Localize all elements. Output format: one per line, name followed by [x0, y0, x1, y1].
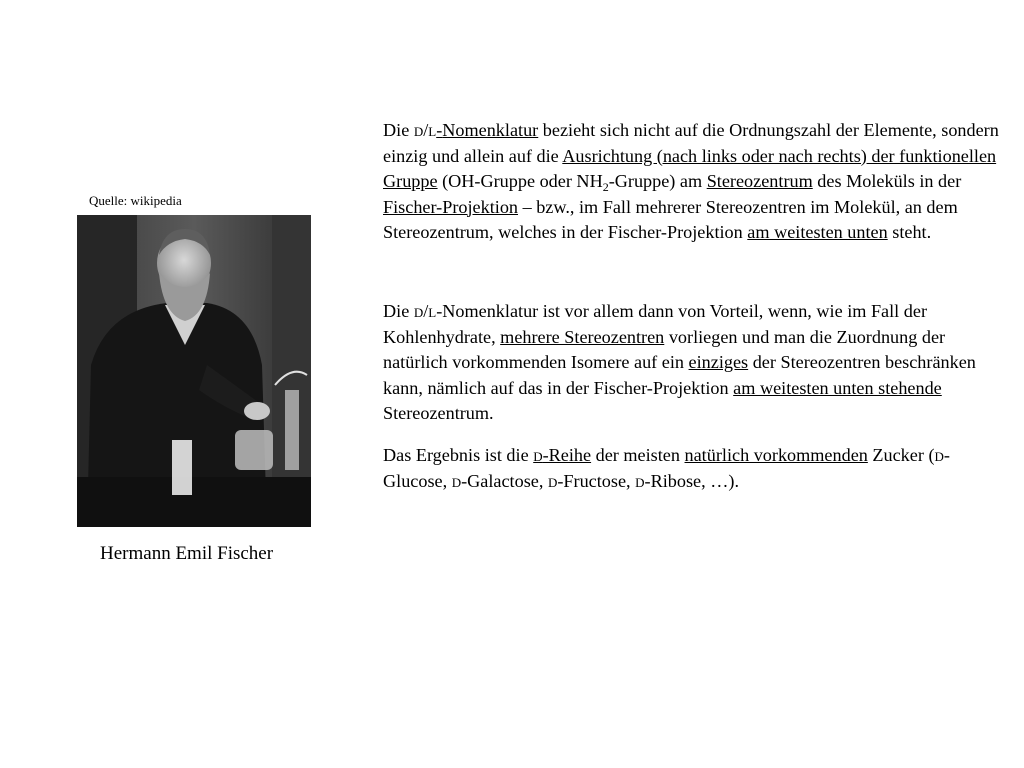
text-segment: -Ribose, …).	[644, 470, 739, 491]
link-single[interactable]: einziges	[688, 352, 749, 372]
text-segment: der Stereozentren beschränken kann, nämlich auf das in der Fischer-Projektion	[383, 352, 976, 398]
text-segment: -Gruppe) am	[608, 171, 707, 191]
text-segment: der meisten	[591, 445, 685, 465]
link-nomenclature[interactable]: -Nomenklatur	[436, 120, 539, 140]
link-stereocenter[interactable]: Stereozentrum	[706, 171, 813, 191]
dl-abbreviation: d/l	[413, 301, 437, 321]
d-prefix: d	[547, 470, 558, 491]
text-segment: – bzw., im Fall mehrerer Stereozentren im Molekül, an dem Stereozentrum, welches in der Fischer-Projektion	[383, 196, 958, 242]
link-d-series[interactable]: d-Reihe	[533, 445, 592, 465]
paragraph-d-series-result	[383, 443, 1003, 494]
paragraph-dl-advantage	[383, 299, 1003, 427]
text-segment: Stereozentrum.	[383, 403, 494, 423]
portrait-photo	[77, 215, 311, 527]
link-lowest-stereocenter[interactable]: am weitesten unten stehende	[733, 377, 942, 398]
source-label: Quelle: wikipedia	[89, 193, 182, 208]
link-fischer-projection[interactable]: Fischer-Projektion	[383, 196, 519, 217]
text-segment: (OH-Gruppe oder NH	[437, 171, 603, 191]
text-segment: steht.	[887, 222, 932, 242]
link-naturally-occurring[interactable]: natürlich vorkommenden	[684, 445, 868, 465]
paragraph-dl-nomenclature-definition	[383, 118, 1003, 246]
dl-abbreviation: d/l	[413, 120, 437, 140]
link-furthest-down[interactable]: am weitesten unten	[747, 222, 888, 242]
text-segment: -Glucose,	[383, 445, 950, 491]
text-segment: -Nomenklatur ist vor allem dann von Vorteil, wenn, wie im Fall der Kohlenhydrate,	[383, 301, 928, 347]
text-segment: Zucker (	[867, 445, 935, 465]
subscript: 2	[602, 180, 609, 194]
d-prefix: d	[934, 445, 944, 465]
text-segment: Das Ergebnis ist die	[383, 445, 534, 465]
text-segment: Die	[383, 301, 414, 321]
link-orientation-functional-group[interactable]: Ausrichtung (nach links oder nach rechts) der funktionellen Gruppe	[383, 145, 997, 191]
text-segment: des Moleküls in der	[812, 171, 962, 191]
portrait-caption: Hermann Emil Fischer	[100, 543, 274, 564]
d-prefix: d	[635, 470, 645, 491]
text-segment: -Galactose,	[461, 470, 548, 491]
text-segment: -Fructose,	[557, 470, 636, 491]
link-multiple-stereocenters[interactable]: mehrere Stereozentren	[500, 326, 665, 347]
d-prefix: d	[451, 470, 462, 491]
text-segment: vorliegen und man die Zuordnung der natürlich vorkommenden Isomere auf ein	[383, 326, 946, 372]
text-segment: bezieht sich nicht auf die Ordnungszahl der Elemente, sondern einzig und allein auf die	[383, 120, 999, 166]
text-segment: Die	[383, 120, 414, 140]
